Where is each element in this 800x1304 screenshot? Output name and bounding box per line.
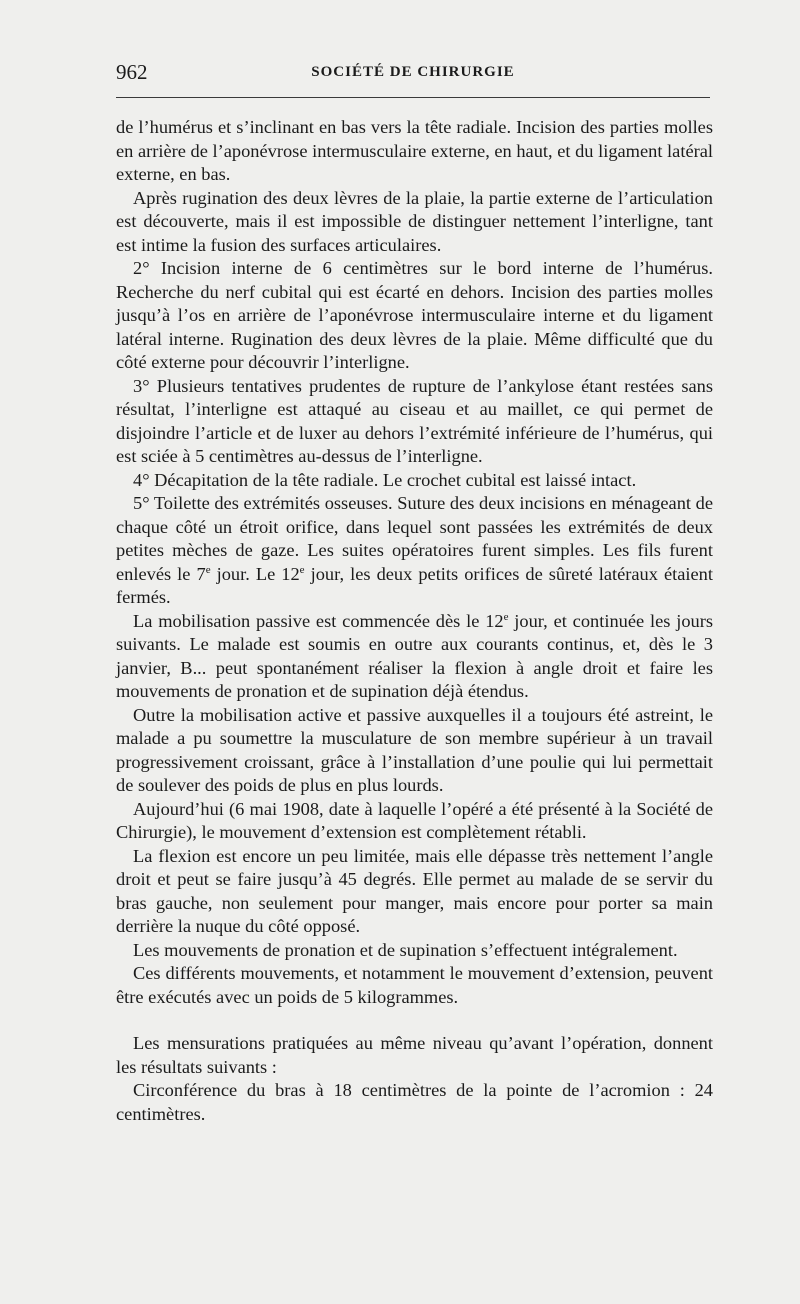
page-header <box>116 58 710 88</box>
body-text <box>116 116 713 1126</box>
paragraph: Les mouvements de pronation et de supination s’effectuent intégralement. <box>133 939 678 960</box>
paragraph: Les mensurations pratiquées au même niveau qu’avant l’opération, donnent les résultats suivants : <box>116 1033 713 1077</box>
ordinal-suffix: e <box>503 610 509 623</box>
running-title: SOCIÉTÉ DE CHIRURGIE <box>311 64 515 80</box>
ordinal-suffix: e <box>205 563 211 576</box>
paragraph: La flexion est encore un peu limitée, mais elle dépasse très nettement l’angle droit et peut se faire jusqu’à 45 degrés. Elle permet au malade de se servir du bras gauche, non seulement pour manger, mais encore pour porter sa main derrière la nuque du côté opposé. <box>116 845 713 936</box>
paragraph: 3° Plusieurs tentatives prudentes de rupture de l’ankylose étant restées sans résultat, l’interligne est attaqué au ciseau et au maillet, ce qui permet de disjoindre l’article et de luxer au dehors l’extrémité inférieure de l’humérus, qui est sciée à 5 centimètres au-dessus de l’interligne. <box>116 375 713 466</box>
ordinal-suffix: e <box>299 563 305 576</box>
paragraph: Outre la mobilisation active et passive auxquelles il a toujours été astreint, le malade a pu soumettre la musculature de son membre supérieur à un travail progressivement croissant, grâce à l’installation d’une poulie qui lui permettait de soulever des poids de plus en plus lourds. <box>116 704 713 795</box>
page-number: 962 <box>116 60 148 84</box>
paragraph: Aujourd’hui (6 mai 1908, date à laquelle l’opéré a été présenté à la Société de Chirurgie), le mouvement d’extension est complètement rétabli. <box>116 798 713 842</box>
paragraph: de l’humérus et s’inclinant en bas vers la tête radiale. Incision des parties molles en arrière de l’aponévrose intermusculaire externe, en haut, et du ligament latéral externe, en bas. <box>116 117 713 184</box>
paragraph: La mobilisation passive est commencée dès le 12e jour, et continuée les jours suivants. Le malade est soumis en outre aux courants continus, et, dès le 3 janvier, B... peut spontanément réaliser la flexion à angle droit et faire les mouvements de pronation et de supination déjà étendus. <box>116 610 713 701</box>
paragraph: 2° Incision interne de 6 centimètres sur le bord interne de l’humérus. Recherche du nerf cubital qui est écarté en dehors. Incision des parties molles jusqu’à l’os en arrière de l’aponévrose intermusculaire interne et du ligament latéral interne. Rugination des deux lèvres de la plaie. Même difficulté que du côté externe pour découvrir l’interligne. <box>116 258 713 372</box>
paragraph: 5° Toilette des extrémités osseuses. Suture des deux incisions en ménageant de chaque côté un étroit orifice, dans lequel sont passées les extrémités de deux petites mèches de gaze. Les suites opératoires furent simples. Les fils furent enlevés le 7e jour. Le 12e jour, les deux petits orifices de sûreté latéraux étaient fermés. <box>116 493 713 607</box>
paragraph: Après rugination des deux lèvres de la plaie, la partie externe de l’articulation est découverte, mais il est impossible de distinguer nettement l’interligne, tant est intime la fusion des surfaces articulaires. <box>116 187 713 255</box>
paragraph: Circonférence du bras à 18 centimètres de la pointe de l’acromion : 24 centimètres. <box>116 1080 713 1124</box>
header-rule <box>116 97 710 98</box>
paragraph: 4° Décapitation de la tête radiale. Le crochet cubital est laissé intact. <box>133 469 637 490</box>
paragraph: Ces différents mouvements, et notamment le mouvement d’extension, peuvent être exécutés avec un poids de 5 kilogrammes. <box>116 963 713 1007</box>
